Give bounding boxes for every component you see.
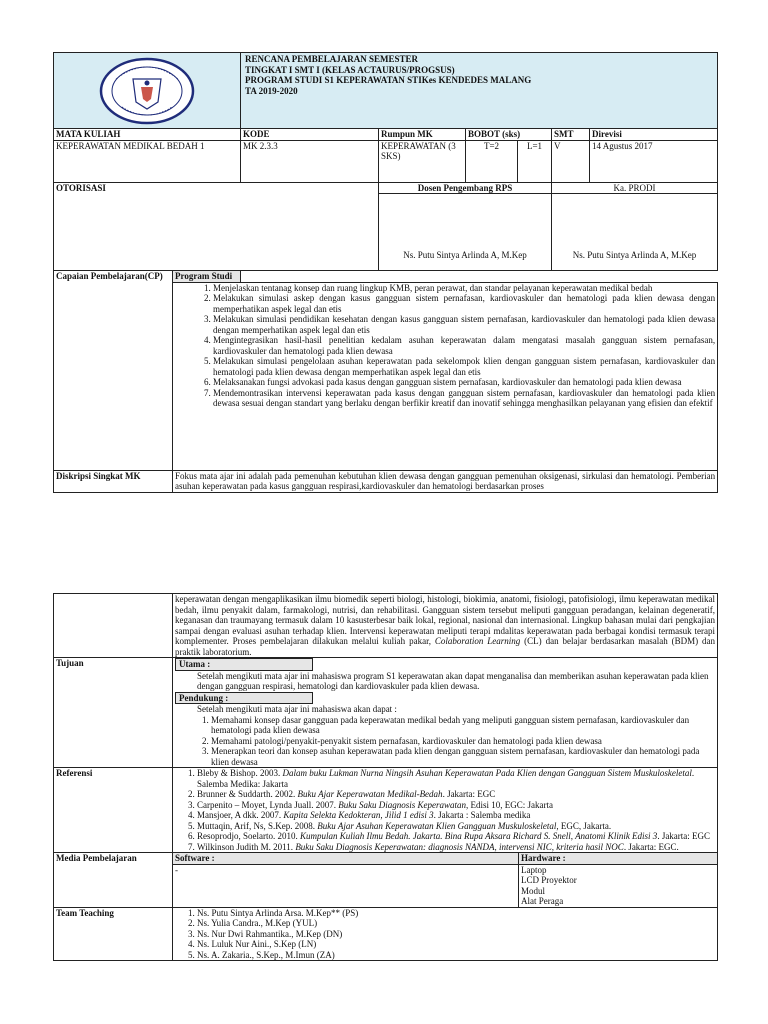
hardware-item: Alat Peraga — [521, 896, 564, 906]
rumpun-value: KEPERAWATAN (3 SKS) — [379, 140, 466, 182]
referensi-label: Referensi — [54, 768, 173, 853]
tujuan-label: Tujuan — [54, 658, 173, 768]
col-header-rumpun: Rumpun MK — [379, 129, 466, 141]
smt-value: V — [552, 140, 590, 182]
capaian-label: Capaian Pembelajaran(CP) — [54, 271, 173, 471]
dosen-name: Ns. Putu Sintya Arlinda A, M.Kep — [403, 249, 527, 260]
reference-item: 1. Bleby & Bishop. 2003. Dalam buku Lukman Nurna Ningsih Asuhan Keperawatan Pada Klien dengan Gangguan Sistem Muskuloskeletal. Salemba Medika: Jakarta — [197, 768, 715, 789]
pendukung-intro: Setelah mengikuti mata ajar ini mahasiswa akan dapat : — [197, 704, 397, 714]
referensi-content — [173, 768, 718, 853]
list-item: 2. Melakukan simulasi askep dengan kasus gangguan sistem pernafasan, kardiovaskuler dan hematologi pada klien dewasa dengan memperhatikan aspek legal dan etis — [213, 293, 715, 314]
col-header-smt: SMT — [552, 129, 590, 141]
bobot-t-value: T=2 — [466, 140, 518, 182]
media-label: Media Pembelajaran — [54, 853, 173, 908]
col-header-kode: KODE — [241, 129, 379, 141]
list-item: 3. Melakukan simulasi pendidikan kesehatan dengan kasus gangguan sistem pernafasan, kardiovaskuler dan hematologi pada klien dewasa dengan memperhatikan aspek legal dan etis — [213, 314, 715, 335]
deskripsi-text: keperawatan dengan mengaplikasikan ilmu biomedik seperti biologi, histologi, biokimia, anatomi, fisiologi, patofisiologi, ilmu keperawatan medikal bedah, ilmu penyakit dalam, farmakologi, nutrisi, dan rehabilitasi. Gangguan sistem tersebut meliputi gangguan peradangan, kelainan degeneratif, keganasan dan traumayang termasuk dalam 10 kasusterbesar baik lokal, regional, nasional dan internasional. Lingkup bahasan mulai dari pengkajian sampai dengan evaluasi asuhan terhadap klien. Intervensi keperawatan meliputi terapi mdalitas keperawatan pada berbagai kondisi termasuk terapi komplementer. Proses pembelajaran dilakukan melalui kuliah pakar, — [175, 594, 716, 646]
rps-page-2 — [53, 593, 717, 961]
rps-page-1 — [53, 52, 717, 493]
rps-table-1 — [53, 52, 718, 493]
list-item: 6. Melaksanakan fungsi advokasi pada kasus dengan gangguan sistem pernafasan, kardiovaskuler dan hematologi pada klien dewasa — [213, 377, 715, 388]
title-line: TA 2019-2020 — [245, 85, 298, 96]
pendukung-label: Pendukung : — [175, 692, 313, 705]
list-item: 4. Mengintegrasikan hasil-hasil penelitian kedalam asuhan keperawatan dalam mengatasi masalah gangguan sistem pernafasan, kardiovaskuler dan hematologi pada klien dewasa — [213, 335, 715, 356]
title-line: PROGRAM STUDI S1 KEPERAWATAN STIKes KENDEDES MALANG — [245, 75, 532, 85]
team-teaching-label: Team Teaching — [54, 907, 173, 961]
hardware-label: Hardware : — [519, 853, 718, 865]
otorisasi-label: OTORISASI — [54, 182, 379, 271]
hardware-item: Modul — [521, 885, 546, 896]
rps-table-2 — [53, 593, 718, 961]
reference-item: 4. Mansjoer, A dkk. 2007. Kapita Selekta Kedokteran, Jilid 1 edisi 3. Jakarta : Salemba medika — [197, 810, 715, 821]
kaprodi-label: Ka. PRODI — [552, 182, 718, 194]
title-line: TINGKAT I SMT I (KELAS ACTAURUS/PROGSUS) — [245, 64, 455, 75]
software-value: - — [173, 864, 519, 907]
dosen-signature-cell — [379, 194, 552, 271]
logo-cell — [54, 53, 241, 129]
hardware-item: LCD Proyektor — [521, 875, 577, 885]
referensi-list — [175, 768, 715, 852]
kaprodi-signature-cell — [552, 194, 718, 271]
list-item: 1. Menjelaskan tentanag konsep dan ruang lingkup KMB, peran perawat, dan standar pelayanan keperawatan medikal bedah — [213, 283, 715, 294]
list-item: 2. Memahami patologi/penyakit-penyakit sistem pernafasan, kardiovaskuler dan hematologi pada klien dewasa — [211, 736, 715, 747]
software-label: Software : — [173, 853, 519, 865]
capaian-list — [175, 283, 715, 409]
team-member: 5. Ns. A. Zakaria., S.Kep., M.Imun (ZA) — [197, 950, 715, 961]
team-member: 2. Ns. Yulia Candra., M.Kep (YUL) — [197, 918, 715, 929]
reference-item: 3. Carpenito – Moyet, Lynda Juall. 2007. Buku Saku Diagnosis Keperawatan, Edisi 10, EGC: Jakarta — [197, 800, 715, 811]
reference-item: 7. Wilkinson Judith M. 2011. Buku Saku Diagnosis Keperawatan: diagnosis NANDA, intervensi NIC, kriteria hasil NOC. Jakarta: EGC. — [197, 842, 715, 853]
deskripsi-text-part2 — [173, 594, 718, 658]
title-line: RENCANA PEMBELAJARAN SEMESTER — [245, 54, 419, 64]
col-header-mata-kuliah: MATA KULIAH — [54, 129, 241, 141]
reference-item: 2. Brunner & Suddarth. 2002. Buku Ajar Keperawatan Medikal-Bedah. Jakarta: EGC — [197, 789, 715, 800]
reference-item: 5. Muttaqin, Arif, Ns, S.Kep. 2008. Buku Ajar Asuhan Keperawatan Klien Gangguan Muskuloskeletal, EGC, Jakarta. — [197, 821, 715, 832]
tujuan-content — [173, 658, 718, 768]
team-teaching-content — [173, 907, 718, 961]
capaian-list-cell — [173, 282, 718, 470]
deskripsi-italic-term: Colaboration Learning — [434, 636, 521, 646]
team-list — [175, 908, 715, 961]
kode-value: MK 2.3.3 — [241, 140, 379, 182]
list-item: 3. Menerapkan teori dan konsep asuhan keperawatan pada klien dengan gangguan sistem pernafasan, kardiovaskuler dan hematologi pada klien dewasa — [211, 746, 715, 767]
team-member: 3. Ns. Nur Dwi Rahmantika., M.Kep (DN) — [197, 929, 715, 940]
bobot-l-value: L=1 — [518, 140, 552, 182]
hardware-list — [519, 864, 718, 907]
mata-kuliah-value: KEPERAWATAN MEDIKAL BEDAH 1 — [54, 140, 241, 182]
list-item: 5. Melakukan simulasi pengelolaan asuhan keperawatan pada sekelompok klien dengan gangguan sistem pernafasan, kardiovaskuler dan hematologi pada klien dewasa dengan memperhatikan aspek legal dan etis — [213, 356, 715, 377]
deskripsi-text: (CL) dan belajar berdasarkan masalah (BDM) dan praktik laboratorium. — [175, 636, 716, 657]
stikes-kendedes-logo-icon — [98, 57, 196, 125]
list-item: 1. Memahami konsep dasar gangguan pada keperawatan medikal bedah yang meliputi gangguan sistem pernafasan, kardiovaskuler dan hematologi pada klien dewasa — [211, 715, 715, 736]
kaprodi-name: Ns. Putu Sintya Arlinda A, M.Kep — [572, 249, 697, 260]
program-studi-label: Program Studi — [173, 271, 241, 283]
team-member: 1. Ns. Putu Sintya Arlinda Arsa. M.Kep** (PS) — [197, 908, 715, 919]
col-header-direvisi: Direvisi — [590, 129, 718, 141]
reference-item: 6. Resoprodjo, Soelarto. 2010. Kumpulan Kuliah Ilmu Bedah. Jakarta. Bina Rupa Aksara Richard S. Snell, Anatomi Klinik Edisi 3. Jakarta: EGC — [197, 831, 715, 842]
list-item: 7. Mendemontrasikan intervensi keperawatan pada kasus dengan gangguan sistem pernafasan, kardiovaskuler dan hematologi pada klien dewasa sesuai dengan standart yang berlaku dengan berfikir kreatif dan inovatif sehingga menghasilkan pelayanan yang efisien dan efektif — [213, 388, 715, 409]
document-title — [241, 53, 718, 129]
utama-text: Setelah mengikuti mata ajar ini mahasiswa program S1 keperawatan akan dapat menganalisa dan memberikan asuhan keperawatan pada klien dengan gangguan respirasi, hematologi dan kardiovaskuler pada klien dewasa. — [197, 670, 709, 691]
direvisi-value: 14 Agustus 2017 — [590, 140, 718, 182]
hardware-item: Laptop — [521, 864, 547, 875]
dosen-pengembang-label: Dosen Pengembang RPS — [379, 182, 552, 194]
deskripsi-text-part1: Fokus mata ajar ini adalah pada pemenuhan kebutuhan klien dewasa dengan gangguan pemenuhan oksigenasi, sirkulasi dan hematologi. Pemberian asuhan keperawatan pada kasus gangguan respirasi,kardiovaskuler dan hematologi berdasarkan proses — [173, 470, 718, 492]
utama-label: Utama : — [175, 658, 313, 671]
col-header-bobot: BOBOT (sks) — [466, 129, 552, 141]
deskripsi-label: Diskripsi Singkat MK — [54, 470, 173, 492]
team-member: 4. Ns. Luluk Nur Aini., S.Kep (LN) — [197, 939, 715, 950]
pendukung-list — [175, 715, 715, 768]
